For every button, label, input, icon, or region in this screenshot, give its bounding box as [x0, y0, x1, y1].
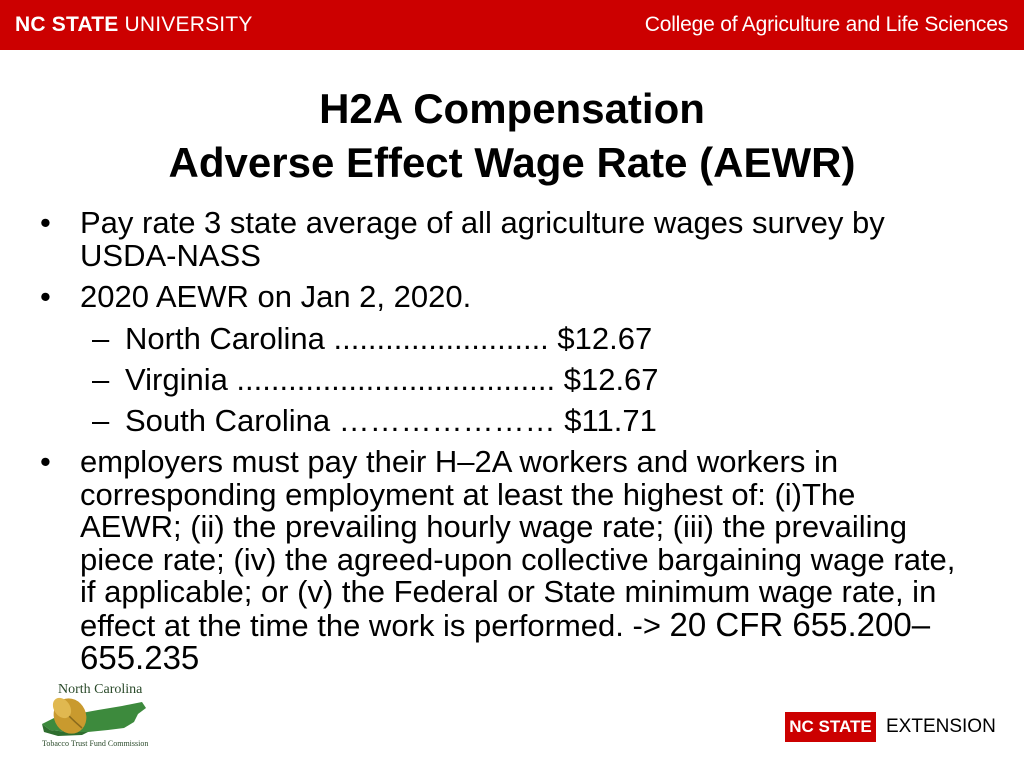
college-name[interactable]: College of Agriculture and Life Sciences: [644, 13, 1008, 36]
slide-title: [0, 82, 1024, 190]
bullet-marker: •: [40, 205, 51, 240]
bullet-pay-rate: [40, 205, 960, 273]
cfr-reference: 20 CFR 655.200– 655.235: [80, 605, 931, 676]
brand-bold: NC STATE: [15, 13, 119, 36]
brand-thin: UNIVERSITY: [124, 13, 253, 36]
bullet-text: Pay rate 3 state average of all agriculture wages survey by USDA-NASS: [80, 205, 885, 273]
extension-word: EXTENSION: [886, 716, 996, 737]
dash-marker: –: [92, 321, 110, 356]
bullet-text: employers must pay their H–2A workers and workers in corresponding employment at least the highest of: (i)The AEWR; (ii) the prevailing hourly wage rate; (iii) the prevailing piece rate; (iv) the agreed-upon collective bargaining wage rate, if applicable; or (v) the Federal or State minimum wage rate, in effect at the time the work is performed. ->: [80, 444, 956, 643]
dash-marker: –: [92, 403, 110, 438]
nc-tobacco-trust-logo: [38, 680, 153, 752]
title-line-2: Adverse Effect Wage Rate (AEWR): [168, 139, 856, 186]
bullet-aewr-date: [40, 279, 960, 314]
rate-text: South Carolina ………………… $11.71: [125, 403, 657, 438]
logo-subtitle: Tobacco Trust Fund Commission: [42, 739, 149, 748]
dash-marker: –: [92, 362, 110, 397]
rate-text: Virginia ..................................... $12.67: [125, 362, 659, 397]
nc-state-map-icon: [38, 694, 150, 738]
rate-text: North Carolina ......................... $12.67: [125, 321, 653, 356]
rate-virginia: [92, 362, 659, 397]
bullet-text: 2020 AEWR on Jan 2, 2020.: [80, 279, 472, 314]
logo-name: North Carolina: [58, 682, 143, 697]
bullet-marker: •: [40, 444, 51, 479]
university-brand[interactable]: [15, 13, 253, 37]
rate-south-carolina: [92, 403, 657, 438]
bullet-employers: [40, 444, 960, 676]
extension-badge: NC STATE: [785, 712, 876, 742]
header-bar: [0, 0, 1024, 50]
title-line-1: H2A Compensation: [319, 85, 705, 132]
rate-north-carolina: [92, 321, 653, 356]
bullet-marker: •: [40, 279, 51, 314]
